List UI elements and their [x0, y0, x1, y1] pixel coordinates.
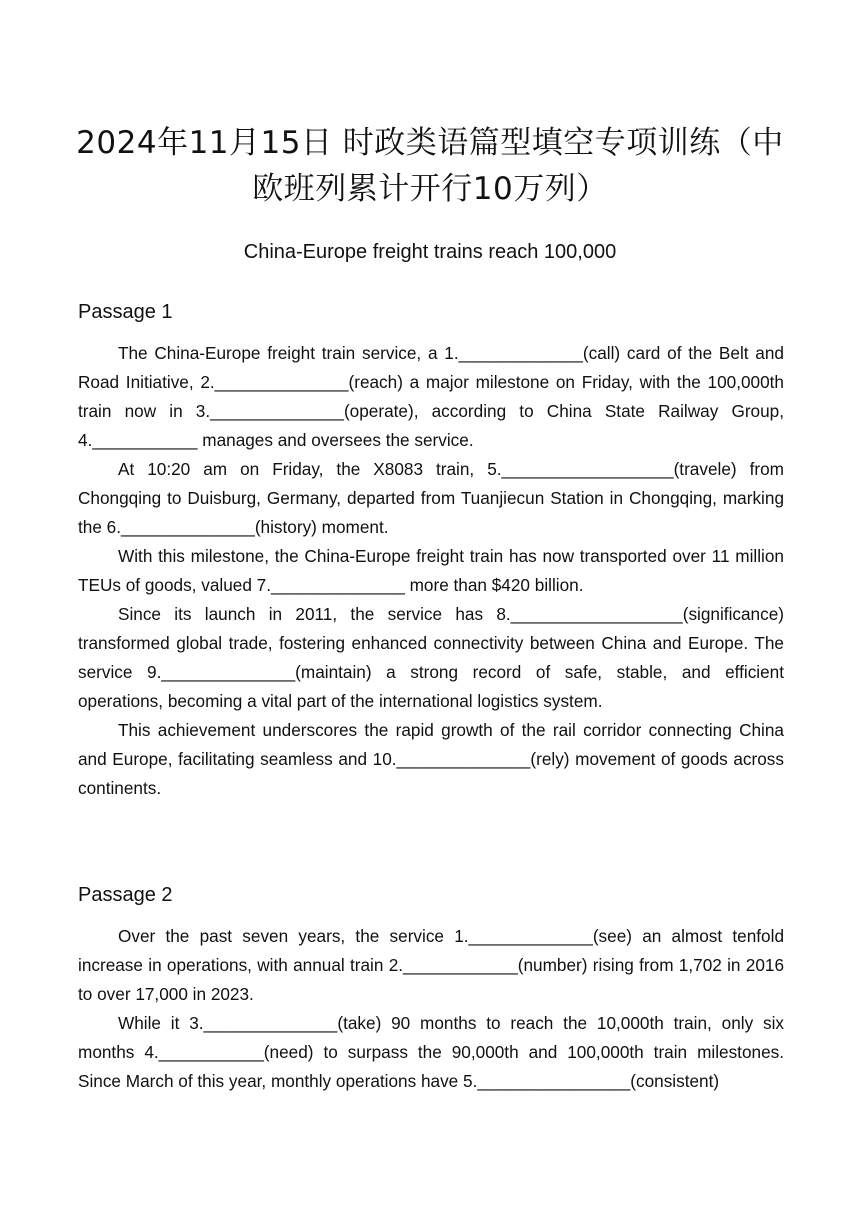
- document-subtitle: China-Europe freight trains reach 100,000: [243, 241, 617, 263]
- passage-1-paragraph: This achievement underscores the rapid growth of the rail corridor connecting China and Europe, facilitating seamless and 10.______________(rely) movement of goods across continents.: [78, 720, 784, 798]
- passage-2-heading: Passage 2: [78, 884, 173, 906]
- passage-2-paragraph: While it 3.______________(take) 90 months to reach the 10,000th train, only six months 4.___________(need) to surpass the 90,000th and 100,000th train milestones. Since March of this year, monthly operations have 5.________________(consistent): [78, 1013, 784, 1091]
- passage-1-paragraph: At 10:20 am on Friday, the X8083 train, 5.__________________(travele) from Chongqing to Duisburg, Germany, departed from Tuanjiecun Station in Chongqing, marking the 6.______________(history) moment.: [78, 459, 784, 537]
- passage-1-body: [78, 339, 784, 803]
- passage-1-paragraph: The China-Europe freight train service, a 1._____________(call) card of the Belt and Road Initiative, 2.______________(reach) a major milestone on Friday, with the 100,000th train now in 3.______________(operate), according to China State Railway Group, 4.___________ manages and oversees the service.: [78, 343, 784, 450]
- passage-2-paragraph: Over the past seven years, the service 1._____________(see) an almost tenfold increase in operations, with annual train 2.____________(number) rising from 1,702 in 2016 to over 17,000 in 2023.: [78, 926, 784, 1004]
- passage-2-body: [78, 922, 784, 1096]
- document-title: [60, 120, 800, 212]
- title-line-1: 2024年11月15日 时政类语篇型填空专项训练（中: [76, 125, 784, 161]
- passage-1-heading: Passage 1: [78, 301, 173, 323]
- title-line-2: 欧班列累计开行10万列）: [252, 171, 608, 207]
- passage-1-paragraph: With this milestone, the China-Europe freight train has now transported over 11 million TEUs of goods, valued 7.______________ more than $420 billion.: [78, 546, 784, 595]
- passage-1-paragraph: Since its launch in 2011, the service has 8.__________________(significance) transformed global trade, fostering enhanced connectivity between China and Europe. The service 9.______________(maintain) a strong record of safe, stable, and efficient operations, becoming a vital part of the international logistics system.: [78, 604, 784, 711]
